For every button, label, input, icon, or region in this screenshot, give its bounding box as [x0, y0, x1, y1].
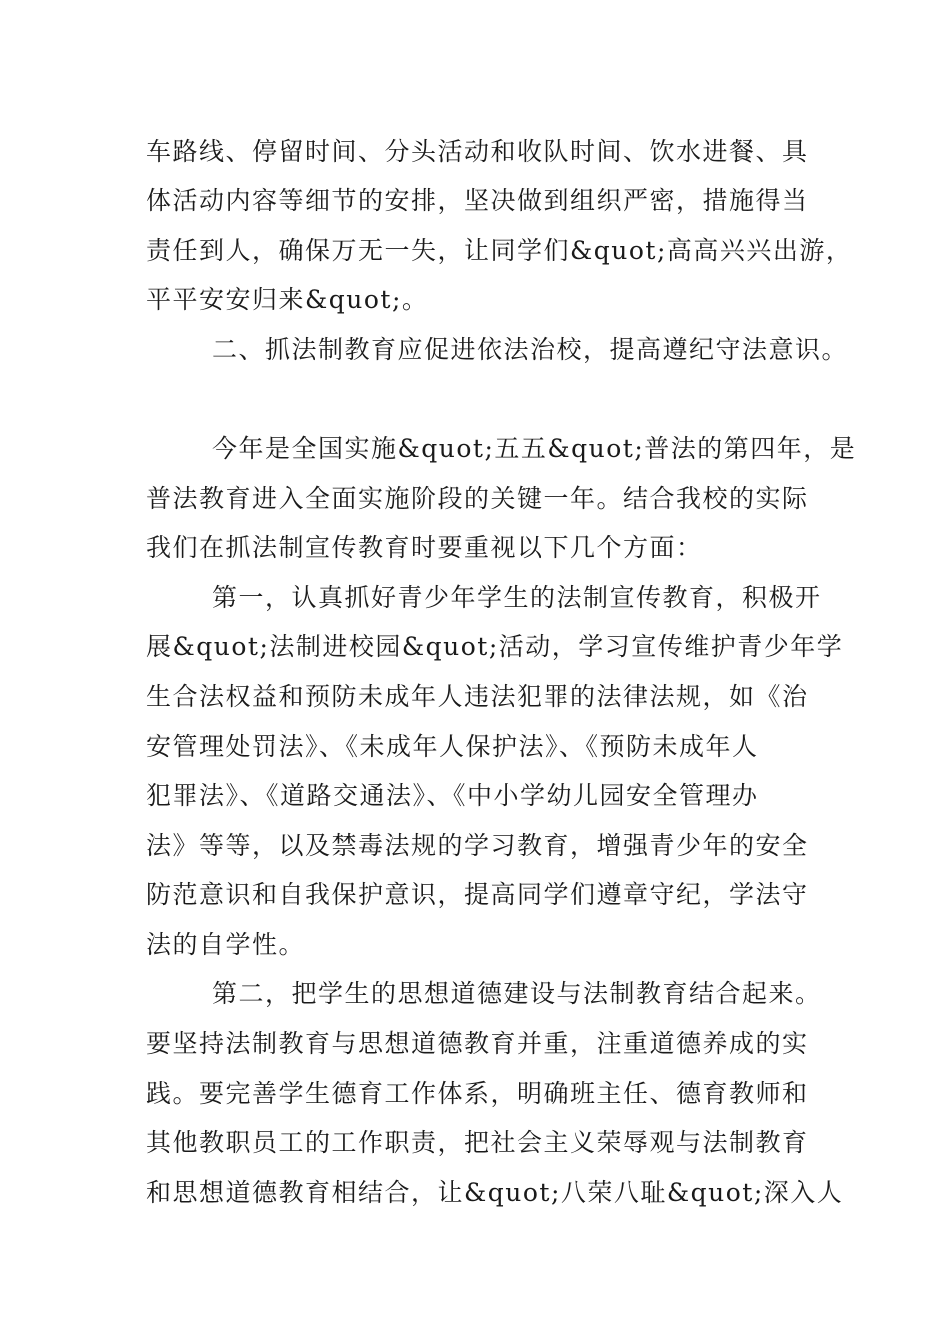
- text-line: 展&quot;法制进校园&quot;活动，学习宣传维护青少年学: [146, 632, 844, 661]
- text-line: 我们在抓法制宣传教育时要重视以下几个方面：: [146, 533, 703, 562]
- text-line: 践。要完善学生德育工作体系，明确班主任、德育教师和: [146, 1079, 809, 1108]
- text-line: 法的自学性。: [146, 930, 306, 959]
- text-line: 防范意识和自我保护意识，提高同学们遵章守纪，学法守: [146, 880, 809, 909]
- text-line: 和思想道德教育相结合，让&quot;八荣八耻&quot;深入人: [146, 1178, 844, 1207]
- text-line: 今年是全国实施&quot;五五&quot;普法的第四年，是: [212, 434, 857, 463]
- text-line: 第二，把学生的思想道德建设与法制教育结合起来。: [212, 979, 822, 1008]
- text-line: 犯罪法》、《道路交通法》、《中小学幼儿园安全管理办: [146, 781, 759, 810]
- text-line: 其他教职员工的工作职责，把社会主义荣辱观与法制教育: [146, 1128, 809, 1157]
- text-line: 安管理处罚法》、《未成年人保护法》、《预防未成年人: [146, 732, 759, 761]
- text-line: 责任到人，确保万无一失，让同学们&quot;高高兴兴出游，: [146, 236, 853, 265]
- text-line: 法》等等，以及禁毒法规的学习教育，增强青少年的安全: [146, 831, 809, 860]
- text-line: 车路线、停留时间、分头活动和收队时间、饮水进餐、具: [146, 137, 809, 166]
- text-line: 体活动内容等细节的安排，坚决做到组织严密，措施得当: [146, 186, 809, 215]
- text-line: 平平安安归来&quot;。: [146, 285, 429, 314]
- text-line: 普法教育进入全面实施阶段的关键一年。结合我校的实际: [146, 484, 809, 513]
- text-line: 第一，认真抓好青少年学生的法制宣传教育，积极开: [212, 583, 822, 612]
- text-line: 生合法权益和预防未成年人违法犯罪的法律法规，如《治: [146, 682, 809, 711]
- text-line: 要坚持法制教育与思想道德教育并重，注重道德养成的实: [146, 1029, 809, 1058]
- section-heading: 二、抓法制教育应促进依法治校，提高遵纪守法意识。: [212, 335, 849, 364]
